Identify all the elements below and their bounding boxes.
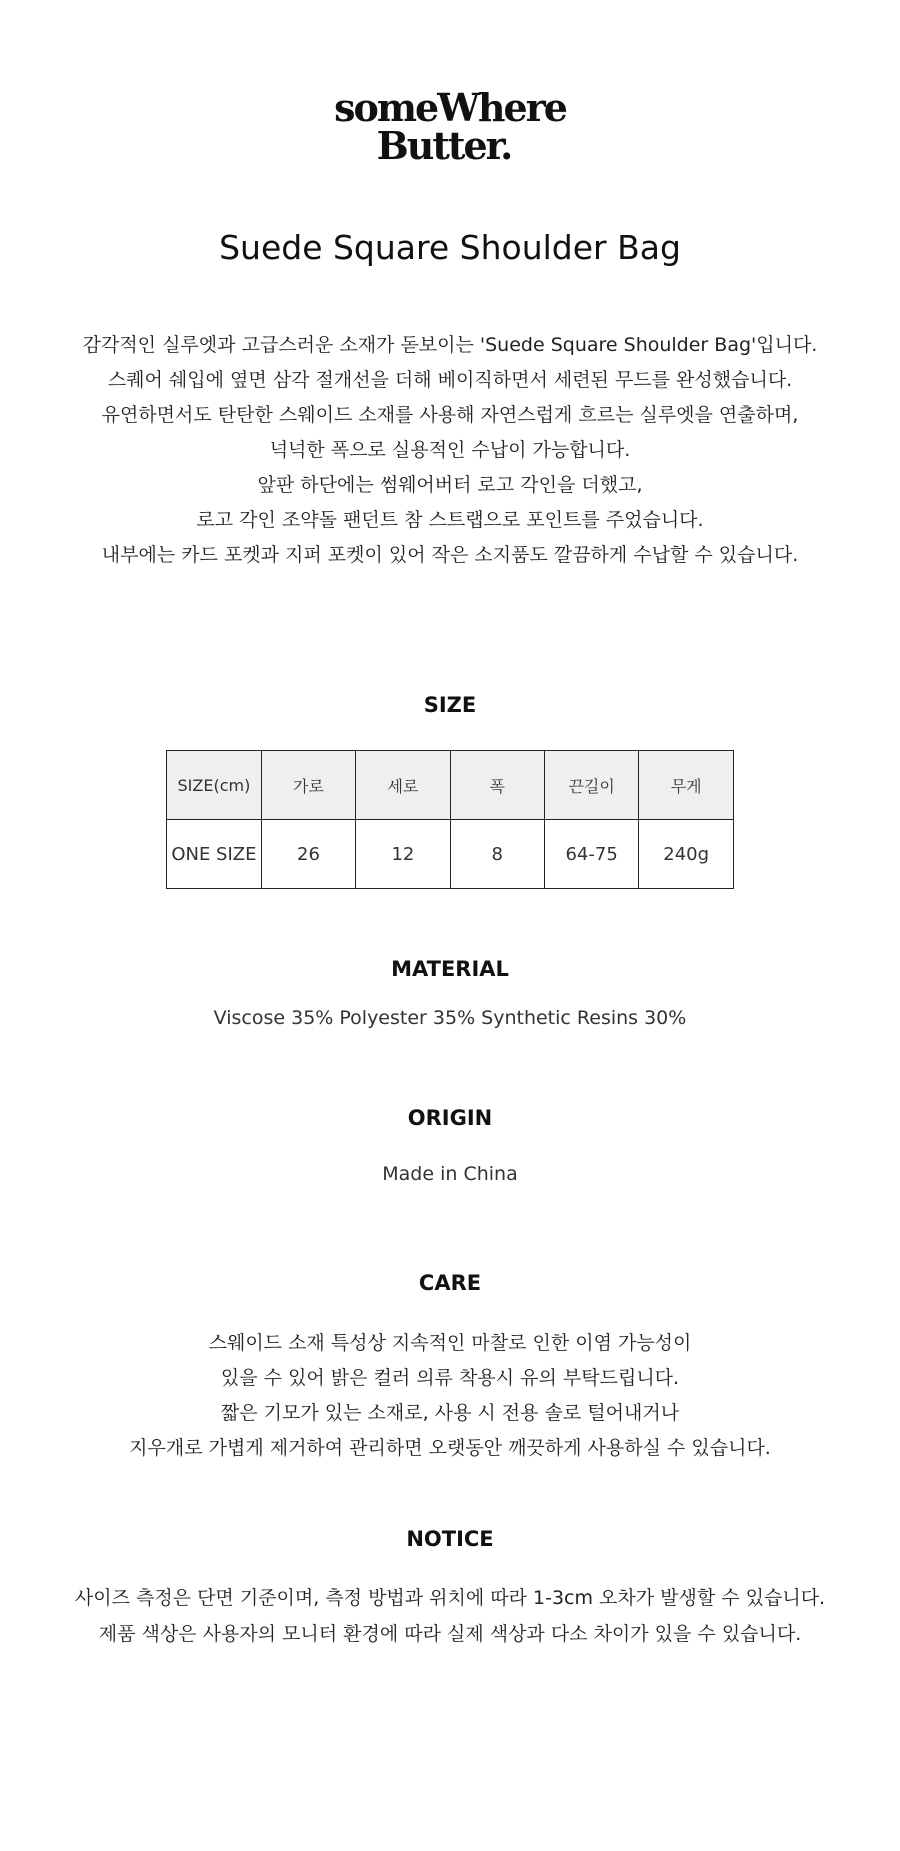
size-table-header-row [167,751,734,820]
notice-text [0,1580,900,1652]
size-header-cell: 끈길이 [544,751,638,820]
description-line: 넉넉한 폭으로 실용적인 수납이 가능합니다. [269,439,631,461]
size-table [166,750,734,889]
logo-line-1: someWhere [334,85,566,130]
size-value-cell: 12 [356,820,450,889]
care-line: 있을 수 있어 밝은 컬러 의류 착용시 유의 부탁드립니다. [220,1367,680,1389]
material-text: Viscose 35% Polyester 35% Synthetic Resins 30% [213,1007,687,1029]
description-line: 로고 각인 조약돌 팬던트 참 스트랩으로 포인트를 주었습니다. [196,509,704,531]
size-header-cell: 세로 [356,751,450,820]
notice-heading: NOTICE [406,1527,494,1551]
care-line: 지우개로 가볍게 제거하여 관리하면 오랫동안 깨끗하게 사용하실 수 있습니다. [129,1437,771,1459]
size-value-cell: ONE SIZE [167,820,262,889]
description-line: 앞판 하단에는 썸웨어버터 로고 각인을 더했고, [257,474,643,496]
description-line: 유연하면서도 탄탄한 스웨이드 소재를 사용해 자연스럽게 흐르는 실루엣을 연출하며, [101,404,799,426]
description-line: 내부에는 카드 포켓과 지퍼 포켓이 있어 작은 소지품도 깔끔하게 수납할 수 있습니다. [101,544,799,566]
notice-line: 제품 색상은 사용자의 모니터 환경에 따라 실제 색상과 다소 차이가 있을 수 있습니다. [98,1623,802,1645]
description-line: 스퀘어 쉐입에 옆면 삼각 절개선을 더해 베이직하면서 세련된 무드를 완성했습니다. [107,369,793,391]
size-heading: SIZE [423,693,477,717]
size-header-cell: 가로 [261,751,355,820]
material-heading: MATERIAL [391,957,509,981]
description-line: 감각적인 실루엣과 고급스러운 소재가 돋보이는 'Suede Square Shoulder Bag'입니다. [82,334,818,356]
care-line: 짧은 기모가 있는 소재로, 사용 시 전용 솔로 털어내거나 [220,1402,680,1424]
product-title: Suede Square Shoulder Bag [219,228,681,267]
product-description [0,328,900,573]
brand-logo [0,85,900,168]
notice-line: 사이즈 측정은 단면 기준이며, 측정 방법과 위치에 따라 1-3cm 오차가 발생할 수 있습니다. [74,1587,826,1609]
care-text [0,1326,900,1466]
size-value-cell: 240g [639,820,734,889]
size-header-cell: 폭 [450,751,544,820]
size-value-cell: 64-75 [544,820,638,889]
care-line: 스웨이드 소재 특성상 지속적인 마찰로 인한 이염 가능성이 [208,1332,692,1354]
care-heading: CARE [418,1271,482,1295]
size-table-row [167,820,734,889]
origin-text: Made in China [382,1163,518,1185]
size-header-cell: SIZE(cm) [167,751,262,820]
size-header-cell: 무게 [639,751,734,820]
size-value-cell: 26 [261,820,355,889]
size-value-cell: 8 [450,820,544,889]
origin-heading: ORIGIN [407,1106,493,1130]
logo-line-2: Butter. [376,123,512,168]
